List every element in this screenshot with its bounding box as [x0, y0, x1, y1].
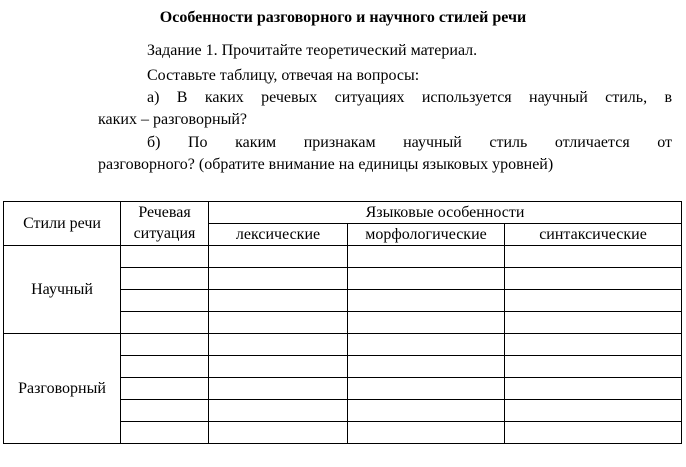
table-cell[interactable]	[209, 268, 348, 290]
table-cell[interactable]	[209, 422, 348, 444]
table-cell[interactable]	[121, 290, 209, 312]
table-cell[interactable]	[348, 246, 505, 268]
table-cell[interactable]	[505, 356, 682, 378]
question-a-line-1: а) В каких речевых ситуациях используется научный стиль, в	[147, 89, 672, 106]
table-row	[4, 334, 682, 356]
header-syntactic: синтаксические	[505, 224, 682, 246]
table-cell[interactable]	[209, 356, 348, 378]
table-cell[interactable]	[348, 312, 505, 334]
table-cell[interactable]	[505, 268, 682, 290]
table-cell[interactable]	[121, 422, 209, 444]
table-cell[interactable]	[505, 312, 682, 334]
table-cell[interactable]	[505, 422, 682, 444]
table-cell[interactable]	[209, 378, 348, 400]
table-cell[interactable]	[121, 268, 209, 290]
header-morphological: морфологические	[348, 224, 505, 246]
styles-table	[3, 201, 682, 444]
table-cell[interactable]	[505, 378, 682, 400]
table-header-row	[4, 202, 682, 224]
table-cell[interactable]	[505, 400, 682, 422]
table-cell[interactable]	[209, 334, 348, 356]
table-cell[interactable]	[209, 400, 348, 422]
table-cell[interactable]	[348, 422, 505, 444]
header-situation-line-1: Речевая	[121, 202, 209, 224]
table-cell[interactable]	[505, 334, 682, 356]
table-cell[interactable]	[505, 290, 682, 312]
row-label-colloquial: Разговорный	[4, 334, 121, 444]
header-styles: Стили речи	[4, 202, 121, 246]
table-cell[interactable]	[348, 290, 505, 312]
task-line-1: Задание 1. Прочитайте теоретический материал.	[147, 42, 478, 59]
table-cell[interactable]	[348, 334, 505, 356]
header-situation-line-2: ситуация	[121, 224, 209, 246]
question-b-line-1: б) По каким признакам научный стиль отличается от	[147, 134, 672, 151]
table-cell[interactable]	[121, 312, 209, 334]
header-language-features: Языковые особенности	[209, 202, 682, 224]
question-b-line-2: разговорного? (обратите внимание на единицы языковых уровней)	[98, 156, 554, 173]
table-cell[interactable]	[348, 268, 505, 290]
row-label-scientific: Научный	[4, 246, 121, 334]
table-cell[interactable]	[505, 246, 682, 268]
table-cell[interactable]	[348, 378, 505, 400]
header-lexical: лексические	[209, 224, 348, 246]
task-line-2: Составьте таблицу, отвечая на вопросы:	[147, 67, 420, 84]
table-row	[4, 246, 682, 268]
table-cell[interactable]	[121, 400, 209, 422]
table-cell[interactable]	[209, 246, 348, 268]
table-cell[interactable]	[121, 378, 209, 400]
table-cell[interactable]	[209, 290, 348, 312]
table-cell[interactable]	[121, 334, 209, 356]
table-cell[interactable]	[348, 356, 505, 378]
table-cell[interactable]	[209, 312, 348, 334]
table-cell[interactable]	[121, 356, 209, 378]
page-title: Особенности разговорного и научного стилей речи	[159, 9, 527, 26]
question-a-line-2: каких – разговорный?	[98, 111, 247, 128]
table-cell[interactable]	[348, 400, 505, 422]
table-cell[interactable]	[121, 246, 209, 268]
